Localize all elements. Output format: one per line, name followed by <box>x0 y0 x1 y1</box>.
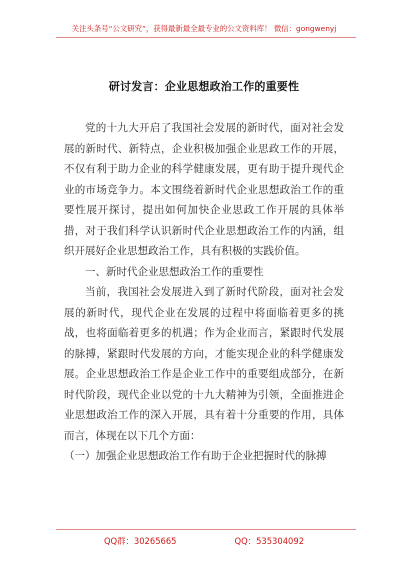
document-title: 研讨发言：企业思想政治工作的重要性 <box>108 80 300 93</box>
footer-qq-group: QQ群：30265665 <box>103 536 177 546</box>
intro-paragraph: 党的十九大开启了我国社会发展的新时代，面对社会发展的新时代、新特点，企业积极加强企业思政工作的开展，不仅有利于助力企业的科学健康发展，更有助于提升现代企业的市场竞争力。本文围绕着新时代企业思想政治工作的重要性展开探讨，提出如何加快企业思政工作开展的具体举措，对于我们科学认识新时代企业思想政治工作的内涵，组织开展好企业思想政治工作，具有积极的实践价值。 <box>64 122 344 257</box>
footer-contact <box>0 535 408 547</box>
section-heading: 一、新时代企业思想政治工作的重要性 <box>85 265 264 278</box>
footer-qq: QQ：535304092 <box>234 536 305 546</box>
header-banner: 关注头条号“公文研究”，获得最新最全最专业的公文资料库！ 微信：gongwenyj <box>71 24 337 33</box>
footer-divider <box>56 529 356 530</box>
document-body <box>64 118 344 467</box>
header-divider <box>56 37 356 38</box>
subsection-heading: （一）加强企业思想政治工作有助于企业把握时代的脉搏 <box>64 450 327 462</box>
body-paragraph: 当前，我国社会发展进入到了新时代阶段，面对社会发展的新时代，现代企业在发展的过程中将面临着更多的挑战，也将面临着更多的机遇；作为企业而言，紧跟时代发展的脉搏，紧跟时代发展的方向，才能实现企业的科学健康发展。企业思想政治工作是企业工作中的重要组成部分，在新时代阶段，现代企业以党的十九大精神为引领，全面推进企业思想政治工作的深入开展，具有着十分重要的作用，具体而言，体现在以下几个方面： <box>64 286 344 442</box>
